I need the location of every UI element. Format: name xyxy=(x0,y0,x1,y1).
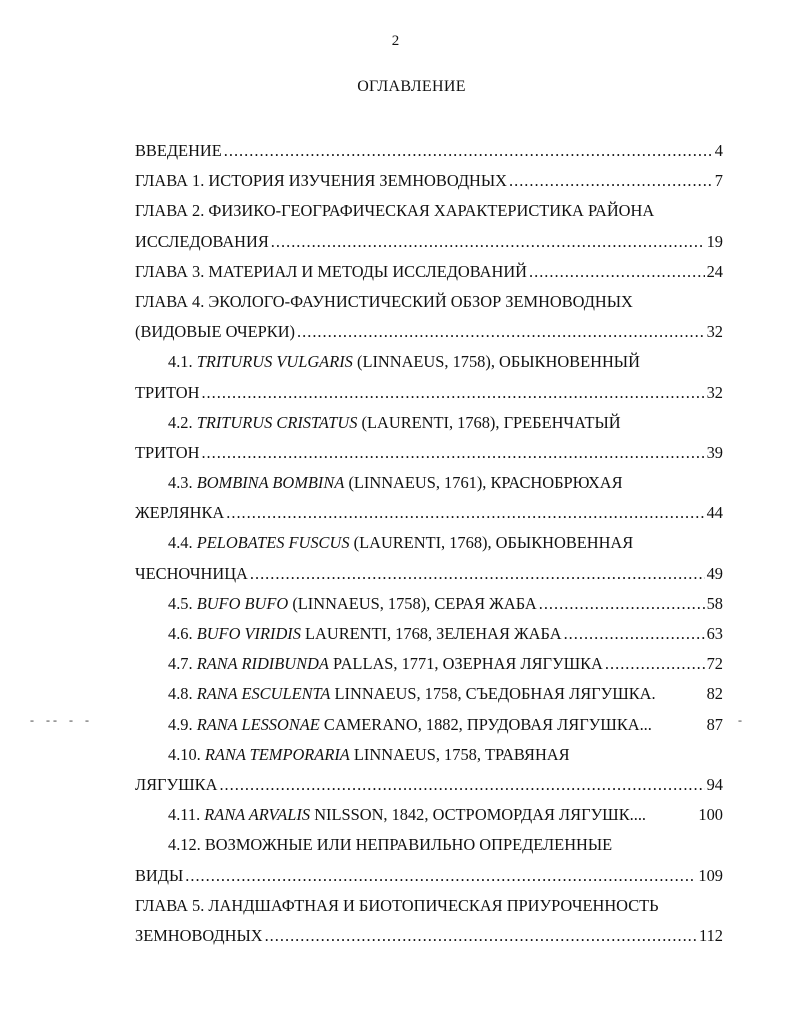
leader-dots xyxy=(226,498,704,528)
toc-entry-4-3-cont[interactable] xyxy=(135,498,723,528)
entry-text: ЛЯГУШКА xyxy=(135,774,218,794)
section-number: 4.8. xyxy=(168,684,193,704)
page-ref: 44 xyxy=(706,503,723,523)
section-number: 4.1. xyxy=(168,352,193,372)
latin-name: TRITURUS VULGARIS xyxy=(196,352,353,372)
page-ref: 109 xyxy=(698,865,723,885)
toc-entry-4-11[interactable] xyxy=(135,800,723,830)
entry-rest: NILSSON, 1842, ОСТРОМОРДАЯ ЛЯГУШК.... xyxy=(314,805,647,825)
section-number: 4.6. xyxy=(168,624,193,643)
entry-text: ГЛАВА 4. ЭКОЛОГО-ФАУНИСТИЧЕСКИЙ ОБЗОР ЗЕМНОВОДНЫХ xyxy=(135,291,633,311)
leader-dots xyxy=(539,589,705,619)
entry-text: ТРИТОН xyxy=(135,442,200,462)
entry-rest: LINNAEUS, 1758, СЪЕДОБНАЯ ЛЯГУШКА. xyxy=(334,684,656,704)
latin-name: BOMBINA BOMBINA xyxy=(196,473,345,493)
latin-name: BUFO BUFO xyxy=(196,593,289,613)
toc-entry-4-3[interactable] xyxy=(135,468,723,498)
table-of-contents xyxy=(135,136,723,951)
toc-entry-4-10-cont[interactable] xyxy=(135,770,723,800)
scan-artifact-right: - xyxy=(738,713,742,727)
page-ref: 4 xyxy=(714,141,723,160)
leader-dots xyxy=(201,378,704,408)
entry-text: ЖЕРЛЯНКА xyxy=(135,503,225,523)
page-ref: 58 xyxy=(706,593,723,613)
page-ref: 63 xyxy=(706,624,723,643)
page-ref: 72 xyxy=(706,654,723,674)
entry-text: ЧЕСНОЧНИЦА xyxy=(135,563,248,583)
entry-text: ВВЕДЕНИЕ xyxy=(135,141,222,160)
entry-text xyxy=(168,679,656,709)
section-number: 4.9. xyxy=(168,714,193,734)
page-ref: 19 xyxy=(706,231,723,251)
toc-entry-4-5[interactable] xyxy=(135,589,723,619)
entry-text xyxy=(168,710,652,740)
section-number: 4.10. xyxy=(168,744,201,764)
toc-entry-4-9[interactable] xyxy=(135,710,723,740)
toc-entry-4-10[interactable] xyxy=(135,740,723,770)
entry-text: ГЛАВА 2. ФИЗИКО-ГЕОГРАФИЧЕСКАЯ ХАРАКТЕРИСТИКА РАЙОНА xyxy=(135,201,655,221)
page-ref: 87 xyxy=(706,714,723,734)
section-number: 4.4. xyxy=(168,533,193,553)
toc-entry-4-2[interactable] xyxy=(135,408,723,438)
entry-rest: PALLAS, 1771, ОЗЕРНАЯ ЛЯГУШКА xyxy=(332,654,603,674)
toc-entry-chapter-1[interactable] xyxy=(135,166,723,196)
entry-text xyxy=(168,740,570,770)
toc-entry-chapter-4[interactable] xyxy=(135,287,723,317)
toc-entry-4-12[interactable] xyxy=(135,830,723,860)
page-ref: 100 xyxy=(698,805,723,825)
toc-entry-4-2-cont[interactable] xyxy=(135,438,723,468)
scan-artifact-left: - - - - - xyxy=(30,713,89,727)
section-number: 4.3. xyxy=(168,473,193,493)
toc-entry-chapter-2-cont[interactable] xyxy=(135,227,723,257)
section-number: 4.11. xyxy=(168,805,201,825)
entry-rest: (LAURENTI, 1768), ОБЫКНОВЕННАЯ xyxy=(353,533,634,553)
leader-dots xyxy=(265,921,697,951)
entry-text xyxy=(168,468,623,498)
latin-name: RANA RIDIBUNDA xyxy=(196,654,329,674)
entry-rest: (LINNAEUS, 1758), СЕРАЯ ЖАБА xyxy=(292,593,537,613)
toc-title: ОГЛАВЛЕНИЕ xyxy=(357,78,466,95)
toc-entry-4-1-cont[interactable] xyxy=(135,378,723,408)
toc-entry-4-4-cont[interactable] xyxy=(135,559,723,589)
entry-text xyxy=(168,408,621,438)
entry-text: ГЛАВА 3. МАТЕРИАЛ И МЕТОДЫ ИССЛЕДОВАНИЙ xyxy=(135,261,528,281)
entry-text xyxy=(168,589,537,619)
entry-text: ГЛАВА 1. ИСТОРИЯ ИЗУЧЕНИЯ ЗЕМНОВОДНЫХ xyxy=(135,171,507,191)
toc-entry-chapter-4-cont[interactable] xyxy=(135,317,723,347)
entry-rest: LINNAEUS, 1758, ТРАВЯНАЯ xyxy=(353,744,570,764)
entry-text xyxy=(168,347,640,377)
latin-name: TRITURUS CRISTATUS xyxy=(196,412,358,432)
entry-text: ВИДЫ xyxy=(135,865,184,885)
page-ref: 7 xyxy=(714,171,723,191)
toc-entry-4-12-cont[interactable] xyxy=(135,861,723,891)
latin-name: RANA TEMPORARIA xyxy=(204,744,350,764)
toc-entry-chapter-2[interactable] xyxy=(135,196,723,226)
leader-dots xyxy=(271,227,705,257)
entry-text xyxy=(168,800,646,830)
leader-dots xyxy=(509,166,713,196)
leader-dots xyxy=(224,136,713,166)
toc-entry-4-6[interactable] xyxy=(135,619,723,649)
page-ref: 39 xyxy=(706,442,723,462)
entry-text: ТРИТОН xyxy=(135,382,200,402)
page-ref: 94 xyxy=(706,774,723,794)
toc-entry-4-8[interactable] xyxy=(135,679,723,709)
page-ref: 24 xyxy=(706,261,723,281)
entry-rest: (LINNAEUS, 1758), ОБЫКНОВЕННЫЙ xyxy=(356,352,640,372)
section-number: 4.7. xyxy=(168,654,193,674)
page-number: 2 xyxy=(391,33,400,49)
entry-text: (ВИДОВЫЕ ОЧЕРКИ) xyxy=(135,322,296,342)
latin-name: RANA ESCULENTA xyxy=(196,684,331,704)
leader-dots xyxy=(605,649,705,679)
entry-text xyxy=(168,649,603,679)
page-ref: 32 xyxy=(706,322,723,342)
entry-rest: LAURENTI, 1768, ЗЕЛЕНАЯ ЖАБА xyxy=(305,624,562,643)
toc-entry-4-7[interactable] xyxy=(135,649,723,679)
leader-dots xyxy=(219,770,704,800)
entry-text: ИССЛЕДОВАНИЯ xyxy=(135,231,269,251)
latin-name: PELOBATES FUSCUS xyxy=(196,533,350,553)
leader-dots xyxy=(297,317,705,347)
entry-text xyxy=(168,619,562,649)
latin-name: BUFO VIRIDIS xyxy=(196,624,301,643)
entry-rest: CAMERANO, 1882, ПРУДОВАЯ ЛЯГУШКА... xyxy=(323,714,652,734)
page-ref: 82 xyxy=(706,684,723,704)
page-ref: 112 xyxy=(699,925,723,945)
page-ref: 49 xyxy=(706,563,723,583)
toc-entry-chapter-5-cont[interactable] xyxy=(135,921,723,951)
section-number: 4.5. xyxy=(168,593,193,613)
toc-entry-4-1[interactable] xyxy=(135,347,723,377)
toc-entry-4-4[interactable] xyxy=(135,528,723,558)
leader-dots xyxy=(529,257,705,287)
entry-text: 4.12. ВОЗМОЖНЫЕ ИЛИ НЕПРАВИЛЬНО ОПРЕДЕЛЕННЫЕ xyxy=(168,835,613,855)
entry-text: ЗЕМНОВОДНЫХ xyxy=(135,925,263,945)
latin-name: RANA LESSONAE xyxy=(196,714,320,734)
entry-rest: (LAURENTI, 1768), ГРЕБЕНЧАТЫЙ xyxy=(361,412,621,432)
leader-dots xyxy=(564,619,705,649)
toc-entry-introduction[interactable] xyxy=(135,136,723,166)
entry-rest: (LINNAEUS, 1761), КРАСНОБРЮХАЯ xyxy=(348,473,623,493)
toc-entry-chapter-5[interactable] xyxy=(135,891,723,921)
leader-dots xyxy=(201,438,704,468)
leader-dots xyxy=(250,559,705,589)
page-ref: 32 xyxy=(706,382,723,402)
section-number: 4.2. xyxy=(168,412,193,432)
toc-entry-chapter-3[interactable] xyxy=(135,257,723,287)
entry-text: ГЛАВА 5. ЛАНДШАФТНАЯ И БИОТОПИЧЕСКАЯ ПРИУРОЧЕННОСТЬ xyxy=(135,895,659,915)
entry-text xyxy=(168,528,633,558)
latin-name: RANA ARVALIS xyxy=(204,805,311,825)
leader-dots xyxy=(185,861,696,891)
